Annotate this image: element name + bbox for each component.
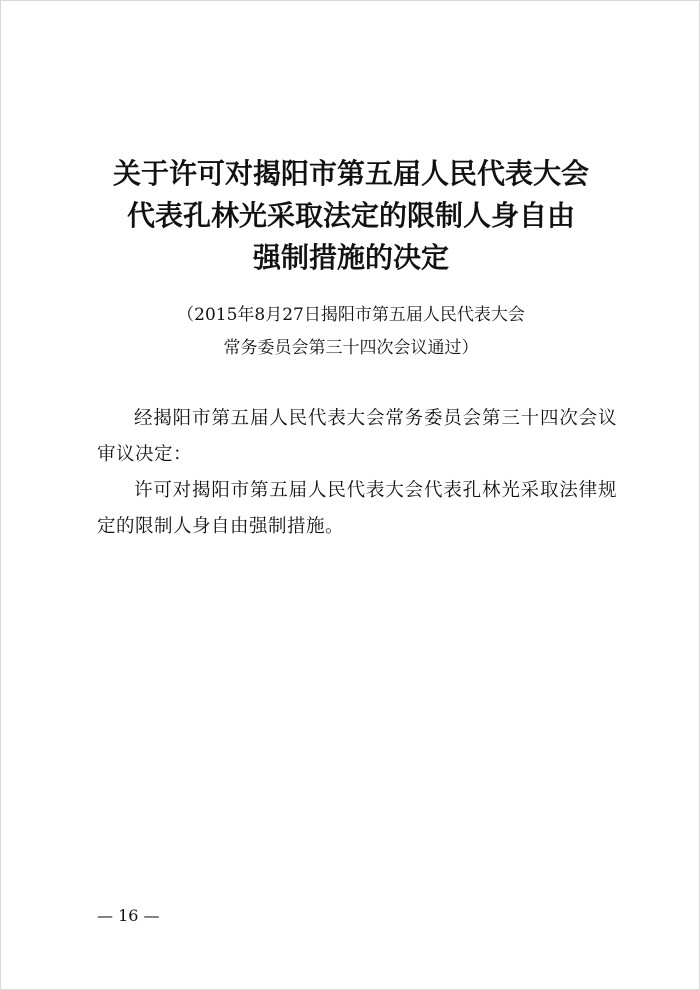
adoption-note-line: 常务委员会第三十四次会议通过）: [223, 338, 479, 358]
adoption-note: [1, 299, 700, 365]
title-line: 强制措施的决定: [252, 241, 449, 274]
document-body: [97, 401, 617, 545]
document-title: [1, 153, 700, 279]
title-line: 关于许可对揭阳市第五届人民代表大会: [112, 157, 589, 190]
title-line: 代表孔林光采取法定的限制人身自由: [126, 199, 575, 232]
page-number: — 16 —: [97, 906, 160, 925]
adoption-note-line: （2015年8月27日揭阳市第五届人民代表大会: [177, 305, 525, 325]
body-paragraph: 经揭阳市第五届人民代表大会常务委员会第三十四次会议审议决定：: [97, 408, 617, 465]
body-paragraph: 许可对揭阳市第五届人民代表大会代表孔林光采取法律规定的限制人身自由强制措施。: [97, 480, 617, 537]
